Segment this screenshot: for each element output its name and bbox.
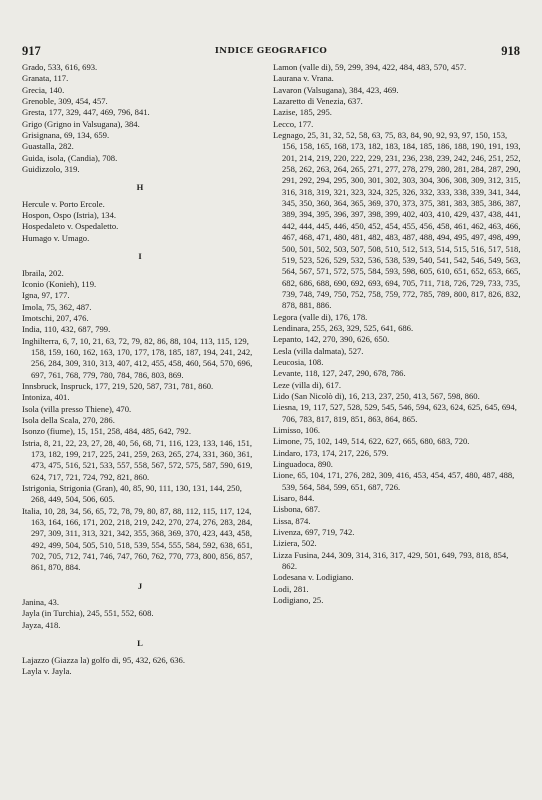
index-entry: Grigo (Grigno in Valsugana), 384.: [22, 118, 140, 129]
left-page-number: 917: [22, 44, 41, 58]
index-entry: Janina, 43.: [22, 597, 59, 608]
index-entry: Livenza, 697, 719, 742.: [273, 527, 355, 538]
index-entry: Lisbona, 687.: [273, 504, 321, 515]
index-entry: Lissa, 874.: [273, 515, 311, 526]
index-entry: Guidizzolo, 319.: [22, 164, 80, 175]
index-entry: Grisignana, 69, 134, 659.: [22, 130, 110, 141]
section-letter-heading: H: [136, 182, 144, 193]
index-entry: Lione, 65, 104, 171, 276, 282, 309, 416, 453, 454, 457, 480, 487, 488, 539, 564, 584, 599, 651, 687, 726.: [273, 470, 515, 492]
index-entry: Leucosia, 108.: [273, 356, 324, 367]
index-entry: Lavaron (Valsugana), 384, 423, 469.: [273, 84, 399, 95]
section-letter-heading: L: [137, 638, 143, 649]
index-entry: Lodi, 281.: [273, 583, 309, 594]
index-entry: Imotschi, 207, 476.: [22, 312, 89, 323]
section-letter-heading: I: [138, 251, 142, 262]
index-entry: Igna, 97, 177.: [22, 290, 70, 301]
index-entry: Innsbruck, Inspruck, 177, 219, 520, 587, 731, 781, 860.: [22, 380, 214, 391]
index-entry: Grecia, 140.: [22, 84, 65, 95]
index-entry: Humago v. Umago.: [22, 232, 90, 243]
index-entry: Lajazzo (Giazza la) golfo di, 95, 432, 626, 636.: [22, 654, 185, 665]
index-entry: Layla v. Jayla.: [22, 665, 72, 676]
index-entry: Guida, isola, (Candia), 708.: [22, 152, 118, 163]
index-entry: Imola, 75, 362, 487.: [22, 301, 92, 312]
section-letter-heading: J: [137, 580, 143, 591]
index-entry: Liziera, 502.: [273, 538, 317, 549]
index-entry: Lepanto, 142, 270, 390, 626, 650.: [273, 334, 390, 345]
running-title: INDICE GEOGRAFICO: [214, 46, 328, 56]
index-entry: Italia, 10, 28, 34, 56, 65, 72, 78, 79, 80, 87, 88, 112, 115, 117, 124, 163, 164, 166, 171, 202, 218, 219, 242, 270, 274, 276, 283, 284, 297, 309, 311, 313, 321, 342, 355, 368, 369, 370, 423, 443, 458, 492, 499, 504, 505, 510, 518, 539, 554, 555, 584, 592, 638, 651, 702, 705, 712, 741, 746, 747, 760, 762, 770, 773, 800, 856, 857, 861, 870, 884.: [22, 505, 253, 573]
index-entry: Intoniza, 401.: [22, 392, 70, 403]
index-entry: Hospedaleto v. Ospedaletto.: [22, 221, 119, 232]
index-entry: Lido (San Nicolò di), 16, 213, 237, 250, 413, 567, 598, 860.: [273, 390, 480, 401]
index-entry: Lazise, 185, 295.: [273, 107, 332, 118]
index-entry: Iconio (Konieh), 119.: [22, 278, 97, 289]
index-entry: Istrigonia, Strigonia (Gran), 40, 85, 90, 111, 130, 131, 144, 250, 268, 449, 504, 506, 605.: [22, 483, 242, 505]
index-entry: Leze (villa di), 617.: [273, 379, 342, 390]
index-entry: Isola (villa presso Thiene), 470.: [22, 403, 132, 414]
index-entry: Guastalla, 282.: [22, 141, 74, 152]
index-entry: Lizza Fusina, 244, 309, 314, 316, 317, 429, 501, 649, 793, 818, 854, 862.: [273, 549, 509, 572]
index-entry: Limisso, 106.: [273, 425, 321, 435]
index-entry: Lindaro, 173, 174, 217, 226, 579.: [273, 447, 389, 458]
index-entry: Inghilterra, 6, 7, 10, 21, 63, 72, 79, 82, 86, 88, 104, 113, 115, 129, 158, 159, 160, 162, 163, 170, 177, 178, 185, 187, 194, 241, 242, 256, 284, 309, 310, 313, 407, 412, 455, 458, 460, 564, 570, 696, 697, 761, 768, 779, 780, 784, 786, 803, 869.: [22, 335, 253, 380]
left-index-column: [22, 62, 258, 677]
index-entry: Lodesana v. Lodigiano.: [273, 572, 354, 583]
index-entry: Legora (valle di), 176, 178.: [273, 311, 368, 322]
index-entry: Lamon (valle di), 59, 299, 394, 422, 484, 483, 570, 457.: [273, 62, 467, 72]
right-page-number: 918: [501, 44, 520, 58]
index-entry: Grenoble, 309, 454, 457.: [22, 96, 108, 107]
index-entry: Levante, 118, 127, 247, 290, 678, 786.: [273, 368, 406, 379]
index-entry: Jayla (in Turchia), 245, 551, 552, 608.: [22, 608, 154, 619]
index-entry: Laurana v. Vrana.: [273, 73, 334, 84]
index-entry: Legnago, 25, 31, 32, 52, 58, 63, 75, 83, 84, 90, 92, 93, 97, 150, 153, 156, 158, 165, 168, 173, 182, 183, 184, 185, 186, 188, 190, 191, 193, 201, 214, 219, 220, 222, 229, 231, 236, 238, 239, 242, 246, 251, 252, 258, 262, 263, 264, 265, 271, 277, 278, 279, 280, 281, 284, 287, 290, 291, 292, 294, 295, 300, 301, 302, 303, 304, 306, 308, 309, 312, 315, 316, 318, 319, 321, 323, 324, 325, 326, 332, 333, 338, 339, 341, 344, 345, 350, 360, 364, 365, 369, 370, 373, 375, 381, 383, 385, 386, 387, 389, 394, 395, 396, 397, 398, 399, 402, 403, 410, 429, 437, 438, 441, 442, 444, 445, 446, 450, 452, 454, 455, 456, 458, 461, 462, 463, 466, 467, 468, 471, 480, 481, 482, 483, 487, 488, 494, 495, 497, 498, 499, 500, 501, 502, 503, 507, 508, 510, 512, 513, 514, 515, 516, 517, 518, 519, 523, 526, 529, 532, 536, 538, 539, 540, 541, 542, 546, 549, 563, 564, 567, 571, 572, 575, 584, 593, 598, 605, 610, 651, 652, 653, 665, 682, 686, 688, 690, 692, 693, 694, 705, 711, 718, 726, 729, 733, 735, 739, 748, 749, 750, 752, 758, 759, 772, 785, 789, 800, 817, 826, 832, 878, 881, 886.: [273, 130, 521, 311]
index-entry: Hercule v. Porto Ercole.: [22, 198, 105, 209]
index-entry: Isonzo (fiume), 15, 151, 258, 484, 485, 642, 792.: [22, 426, 191, 437]
index-entry: Lesla (villa dalmata), 527.: [273, 345, 364, 356]
index-entry: Isola della Scala, 270, 286.: [22, 414, 115, 425]
right-index-column: [273, 62, 523, 607]
index-entry: India, 110, 432, 687, 799.: [22, 324, 111, 335]
index-entry: Hospon, Ospo (Istria), 134.: [22, 210, 117, 221]
index-entry: Granata, 117.: [22, 73, 69, 84]
index-entry: Lodigiano, 25.: [273, 595, 324, 606]
index-entry: Gresta, 177, 329, 447, 469, 796, 841.: [22, 107, 150, 118]
index-entry: Lendinara, 255, 263, 329, 525, 641, 686.: [273, 322, 414, 333]
index-entry: Ibraila, 202.: [22, 267, 64, 278]
index-entry: Limone, 75, 102, 149, 514, 622, 627, 665, 680, 683, 720.: [273, 436, 470, 447]
page-header: [22, 44, 520, 60]
index-entry: Jayza, 418.: [22, 619, 61, 630]
index-entry: Lazaretto di Venezia, 637.: [273, 96, 363, 107]
index-entry: Lecco, 177.: [273, 118, 314, 129]
index-entry: Liesna, 19, 117, 527, 528, 529, 545, 546, 594, 623, 624, 625, 645, 694, 706, 783, 817, 819, 851, 863, 864, 865.: [273, 402, 517, 424]
index-entry: Istria, 8, 21, 22, 23, 27, 28, 40, 56, 68, 71, 116, 123, 133, 146, 151, 173, 182, 199, 217, 225, 241, 259, 263, 265, 274, 331, 360, 361, 473, 475, 516, 521, 533, 557, 558, 567, 572, 575, 587, 590, 619, 624, 717, 721, 724, 792, 821, 860.: [22, 437, 253, 482]
index-entry: Linguadoca, 890.: [273, 459, 333, 470]
index-entry: Lisaro, 844.: [273, 493, 315, 504]
index-entry: Grado, 533, 616, 693.: [22, 62, 98, 72]
